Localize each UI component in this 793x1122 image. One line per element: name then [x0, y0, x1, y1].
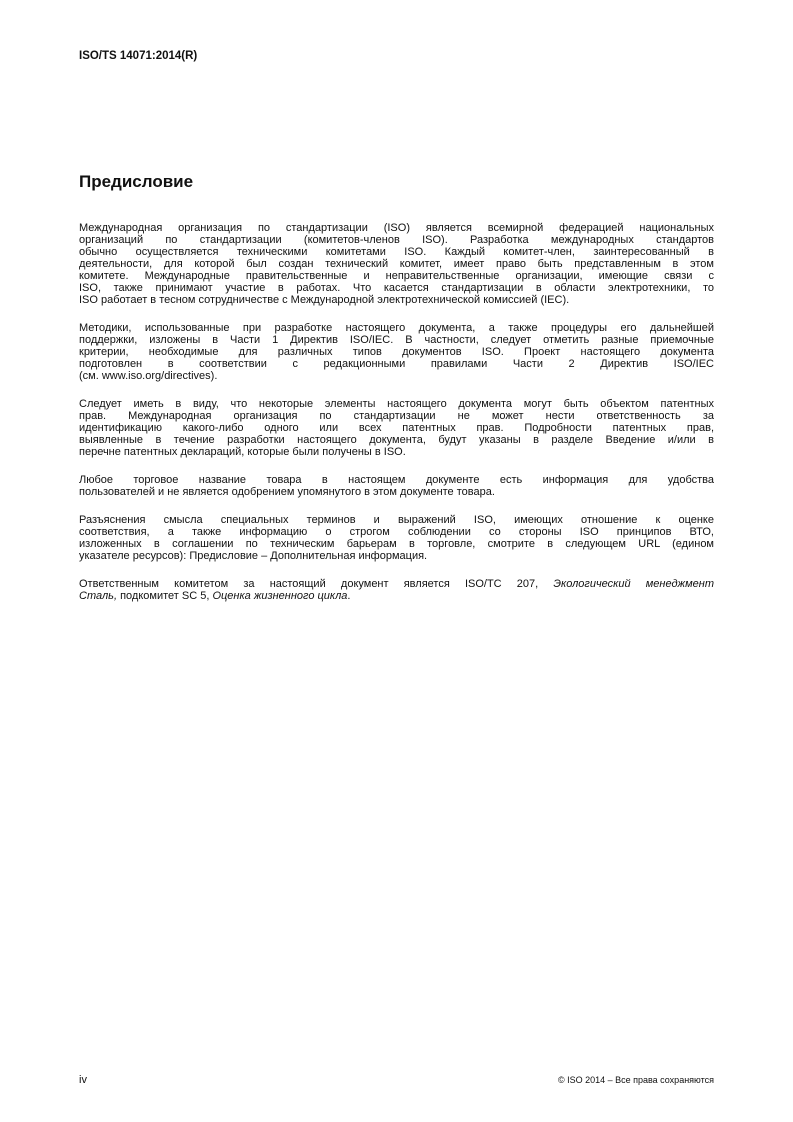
text-line: указателе ресурсов): Предисловие – Дополнительная информация. — [79, 550, 428, 562]
text-line: (см. www.iso.org/directives). — [79, 370, 218, 382]
text-line: ISO, также принимают участие в работах. Что касается стандартизации в области электротехники, то — [79, 282, 714, 294]
text-line: Разъяснения смысла специальных терминов и выражений ISO, имеющих отношение к оценке — [79, 514, 714, 526]
text-span: . — [347, 590, 351, 602]
text-line: поддержки, изложены в Части 1 Директив ISO/IEC. В частности, следует отметить разные приемочные — [79, 334, 714, 346]
committee-title-cont: Сталь, — [79, 590, 118, 602]
paragraph — [79, 514, 714, 562]
text-line — [79, 590, 714, 602]
paragraph — [79, 322, 714, 382]
text-span: подкомитет SC 5, — [117, 590, 213, 602]
document-id-header: ISO/TS 14071:2014(R) — [79, 50, 198, 62]
text-line: обычно осуществляется техническими комитетами ISO. Каждый комитет-член, заинтересованный в — [79, 246, 714, 258]
text-line: Любое торговое название товара в настоящем документе есть информация для удобства — [79, 474, 714, 486]
text-line: перечне патентных деклараций, которые были получены в ISO. — [79, 446, 406, 458]
paragraph-committee — [79, 578, 714, 602]
page-title: Предисловие — [79, 172, 194, 191]
text-line: идентификацию какого-либо одного или всех патентных прав. Подробности патентных прав, — [79, 422, 714, 434]
paragraph — [79, 474, 714, 498]
subcommittee-title: Оценка жизненного цикла — [212, 590, 348, 602]
text-line: ISO работает в тесном сотрудничестве с Международной электротехнической комиссией (IEC). — [79, 294, 570, 306]
document-body — [79, 222, 714, 618]
committee-title: Экологический менеджмент — [553, 578, 714, 590]
text-line: пользователей и не является одобрением упомянутого в этом документе товара. — [79, 486, 495, 498]
text-line: соответствия, а также информацию о строгом соблюдении со стороны ISO принципов ВТО, — [79, 526, 714, 538]
text-line: выявленные в течение разработки настоящего документа, будут указаны в разделе Введение и/или в — [79, 434, 714, 446]
copyright-notice: © ISO 2014 – Все права сохраняются — [557, 1075, 714, 1085]
text-line: Следует иметь в виду, что некоторые элементы настоящего документа могут быть объектом патентных — [79, 398, 714, 410]
text-line: деятельности, для которой был создан технический комитет, имеет право быть представленным в этом — [79, 258, 714, 270]
text-line: Международная организация по стандартизации (ISO) является всемирной федерацией национальных — [79, 222, 714, 234]
text-span: Ответственным комитетом за настоящий документ является ISO/TC 207, — [79, 578, 554, 590]
text-line — [79, 578, 714, 590]
text-line: критерии, необходимые для различных типов документов ISO. Проект настоящего документа — [79, 346, 714, 358]
text-line: организаций по стандартизации (комитетов-членов ISO). Разработка международных стандартов — [79, 234, 714, 246]
paragraph — [79, 222, 714, 306]
text-line: изложенных в соглашении по техническим барьерам в торговле, смотрите в следующем URL (едином — [79, 538, 714, 550]
text-line: комитете. Международные правительственные и неправительственные организации, имеющие связи с — [79, 270, 714, 282]
page-number: iv — [79, 1074, 87, 1086]
text-line: подготовлен в соответствии с редакционными правилами Части 2 Директив ISO/IEC — [79, 358, 714, 370]
text-line: прав. Международная организация по стандартизации не может нести ответственность за — [79, 410, 714, 422]
text-line: Методики, использованные при разработке настоящего документа, а также процедуры его дальнейшей — [79, 322, 714, 334]
paragraph — [79, 398, 714, 458]
